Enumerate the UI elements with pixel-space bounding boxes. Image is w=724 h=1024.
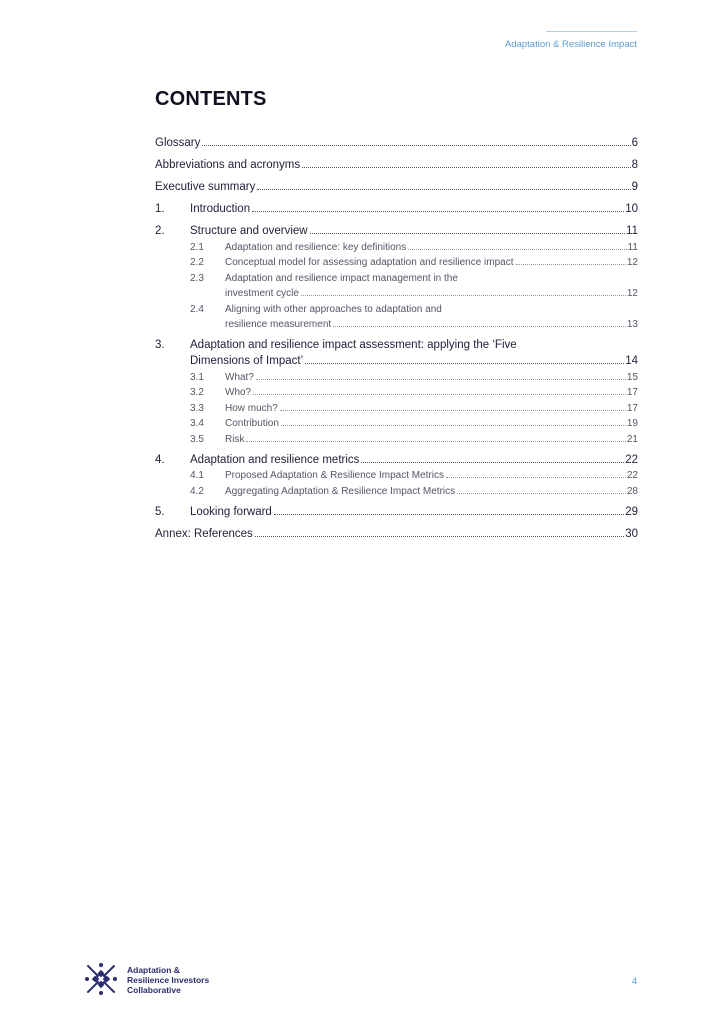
toc-page: 28 [626, 485, 638, 497]
toc-label: Annex: References [155, 527, 253, 540]
toc-entry-introduction[interactable] [155, 199, 638, 215]
toc-page: 9 [631, 181, 638, 193]
toc-label: Risk [225, 433, 245, 445]
toc-leader [333, 326, 626, 327]
toc-entry-metrics[interactable] [155, 450, 638, 466]
toc-entry-abbreviations[interactable] [155, 155, 638, 171]
toc-label: resilience measurement [225, 319, 332, 330]
toc-label: What? [225, 371, 254, 383]
toc-entry-annex[interactable] [155, 524, 638, 540]
toc-label: Aligning with other approaches to adaptation and [225, 303, 442, 315]
toc-label: Adaptation and resilience: key definitions [225, 241, 407, 253]
toc-number: 1. [155, 203, 165, 215]
toc-page: 30 [625, 527, 638, 540]
toc-label: Contribution [225, 418, 279, 429]
toc-entry-3-1[interactable] [155, 367, 638, 383]
toc-page: 10 [625, 203, 638, 215]
toc-label: Aggregating Adaptation & Resilience Impact Metrics [225, 485, 456, 497]
page-title: CONTENTS [155, 88, 267, 110]
toc-leader [457, 493, 626, 494]
toc-entry-3-2[interactable] [155, 383, 638, 399]
toc-number: 2.4 [190, 303, 204, 315]
toc-entry-structure[interactable] [155, 221, 638, 237]
toc-leader [305, 363, 624, 364]
toc-number: 2. [155, 225, 165, 237]
toc-entry-executive-summary[interactable] [155, 177, 638, 193]
toc-number: 3. [155, 339, 165, 351]
header-rule [546, 31, 637, 32]
toc-entry-impact-assessment[interactable] [155, 335, 638, 351]
toc-number: 2.3 [190, 272, 204, 284]
toc-number: 4.2 [190, 485, 204, 497]
toc-page: 12 [626, 288, 638, 299]
toc-page: 11 [627, 241, 638, 253]
toc-number: 3.3 [190, 402, 204, 414]
toc-entry-2-1[interactable] [155, 237, 638, 253]
toc-entry-2-3-cont[interactable] [155, 284, 638, 300]
toc-leader [310, 233, 625, 234]
toc-leader [302, 167, 630, 168]
header-title: Adaptation & Resilience Impact [504, 39, 637, 50]
toc-number: 2.1 [190, 241, 204, 253]
toc-page: 19 [626, 418, 638, 429]
toc-label: Conceptual model for assessing adaptation and resilience impact [225, 257, 514, 268]
toc-label: Executive summary [155, 181, 256, 193]
toc-page: 14 [625, 355, 638, 367]
toc-number: 5. [155, 505, 165, 518]
toc-leader [446, 477, 626, 478]
toc-number: 3.2 [190, 387, 204, 398]
page-number: 4 [631, 976, 637, 987]
toc-label: Adaptation and resilience impact management in the [225, 272, 458, 284]
toc-page: 8 [631, 159, 638, 171]
logo-line-1: Adaptation & [127, 965, 180, 975]
toc-page: 29 [625, 505, 638, 518]
toc-leader [255, 536, 624, 537]
toc-leader [301, 295, 626, 296]
toc-number: 2.2 [190, 257, 204, 268]
table-of-contents [155, 133, 638, 540]
toc-label: Abbreviations and acronyms [155, 159, 301, 171]
toc-number: 4.1 [190, 470, 204, 481]
toc-page: 17 [626, 402, 638, 414]
toc-label: Adaptation and resilience metrics [190, 453, 360, 466]
toc-entry-2-4[interactable] [155, 299, 638, 315]
toc-entry-3-3[interactable] [155, 398, 638, 414]
toc-label: Looking forward [190, 505, 272, 518]
toc-number: 4. [155, 453, 165, 466]
toc-page: 17 [626, 387, 638, 398]
toc-entry-2-4-cont[interactable] [155, 315, 638, 331]
toc-label: Who? [225, 387, 252, 398]
toc-leader [253, 394, 626, 395]
toc-number: 3.5 [190, 433, 204, 445]
toc-page: 15 [626, 371, 638, 383]
toc-label: Glossary [155, 137, 201, 149]
toc-entry-4-1[interactable] [155, 466, 638, 482]
toc-leader [246, 441, 625, 442]
logo-line-3: Collaborative [127, 985, 181, 995]
toc-entry-impact-assessment-cont[interactable] [155, 351, 638, 367]
toc-leader [281, 425, 626, 426]
toc-leader [257, 189, 630, 190]
toc-page: 22 [625, 453, 638, 466]
toc-label: Structure and overview [190, 225, 308, 237]
collaborative-logo-text [127, 965, 209, 995]
toc-leader [274, 514, 624, 515]
toc-entry-2-2[interactable] [155, 253, 638, 269]
toc-label: How much? [225, 402, 278, 414]
toc-leader [408, 249, 626, 250]
toc-page: 6 [631, 137, 638, 149]
toc-entry-4-2[interactable] [155, 481, 638, 497]
collaborative-logo-icon [84, 962, 118, 996]
toc-label: Proposed Adaptation & Resilience Impact Metrics [225, 470, 444, 481]
toc-leader [202, 145, 630, 146]
toc-label: Introduction [190, 203, 251, 215]
toc-page: 11 [626, 225, 638, 237]
toc-entry-looking-forward[interactable] [155, 502, 638, 518]
toc-label: Dimensions of Impact’ [190, 355, 304, 367]
toc-entry-3-4[interactable] [155, 414, 638, 430]
toc-leader [280, 410, 626, 411]
logo-line-2: Resilience Investors [127, 975, 210, 985]
toc-leader [252, 211, 624, 212]
toc-page: 21 [626, 433, 638, 445]
toc-page: 22 [626, 470, 638, 481]
toc-leader [256, 379, 626, 380]
toc-entry-2-3[interactable] [155, 268, 638, 284]
toc-entry-3-5[interactable] [155, 429, 638, 445]
toc-page: 12 [626, 257, 638, 268]
toc-label: Adaptation and resilience impact assessment: applying the ‘Five [190, 339, 517, 351]
toc-leader [361, 462, 624, 463]
toc-leader [516, 264, 626, 265]
toc-entry-glossary[interactable] [155, 133, 638, 149]
toc-label: investment cycle [225, 288, 299, 299]
toc-number: 3.1 [190, 371, 204, 383]
toc-page: 13 [626, 319, 638, 330]
toc-number: 3.4 [190, 418, 204, 429]
